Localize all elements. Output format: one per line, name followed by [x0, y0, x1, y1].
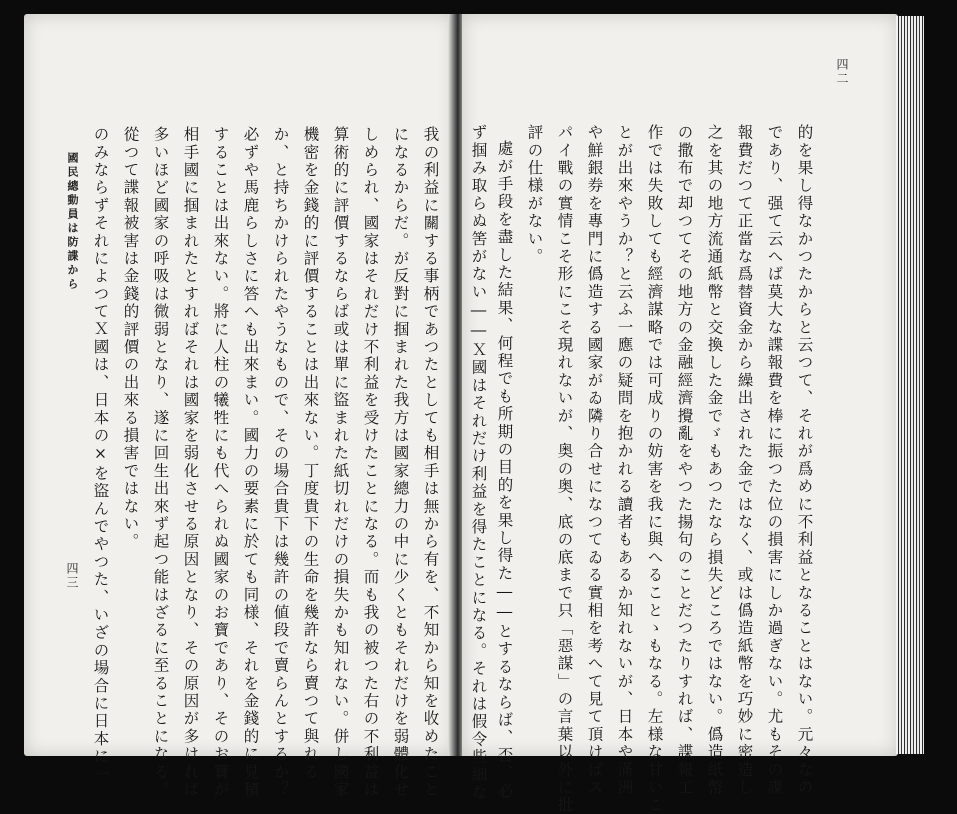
text-line: か、と持ちかけられたやうなもので、その場合貴下は幾許の値段で賣らんとするか？ [271, 126, 290, 799]
text-line: パイ戰の實情こそ形にこそ現れないが、奥の奥、底の底まで只「惡謀」の言葉以外に批 [555, 124, 574, 814]
text-line: であり、强て云へば莫大な諜報費を棒に振つた位の損害にしか過ぎない。尤もその諜 [765, 124, 784, 797]
text-line: 必ずや馬鹿らしさに答へも出來まい。國力の要素に於ても同様、それを金錢的に見積 [241, 126, 260, 799]
page-number: 四二 [835, 58, 849, 86]
text-line: になるからだ。が反對に掴まれた我方は國家總力の中に少くともそれだけを弱體化せ [391, 126, 410, 799]
page-edges [896, 16, 924, 754]
text-line: のみならずそれによつてＸ國は、日本の×を盜んでやつた、いざの場合に日本に一 [91, 126, 110, 784]
page-number: 四三 [65, 562, 79, 590]
right-page-text [462, 14, 898, 814]
text-line: することは出來ない。將に人柱の犧牲にも代へられぬ國家のお寶であり、そのお寶が [211, 126, 230, 799]
text-line: の撒布で却つてその地方の金融經濟攪亂をやつた揚句のことだつたりすれば、諜報工 [675, 124, 694, 797]
text-line: 多いほど國家の呼吸は微弱となり、遂に回生出來ず起つ能はざるに至ることになる。 [151, 126, 170, 799]
right-page [462, 14, 898, 814]
text-line: とが出來やうか？と云ふ一應の疑問を抱かれる讀者もあるか知れないが、日本や滿洲 [615, 124, 634, 797]
text-line: 相手國に掴まれたとすればそれは國家を弱化させる原因となり、その原因が多ければ [181, 126, 200, 799]
text-line: ず掴み取らぬ筈がない――Ｘ國はそれだけ利益を得たことになる。それは假令些細な [469, 124, 488, 802]
text-line: 之を其の地方流通紙幣と交換した金でゞもあつたなら損失どころではない。僞造紙幣 [705, 124, 724, 797]
left-page-text [24, 14, 454, 799]
text-line: 的を果し得なかつたからと云つて、それが爲めに不利益となることはない。元々なの [795, 124, 814, 797]
running-head: 國民總動員は防諜から [66, 152, 79, 292]
text-line: しめられ、國家はそれだけ不利益を受けたことになる。而も我の被つた右の不利益は [361, 126, 380, 799]
text-line: 算術的に評價するならば或は單に盜まれた紙切れだけの損失かも知れない。併し國家 [331, 126, 350, 799]
text-line: や鮮銀券を專門に僞造する國家がゐ隣り合せになつてゐる實相を考へて見て頂けばス [585, 124, 604, 797]
text-line: 處が手段を盡した結果、何程でも所期の目的を果し得た――とするならば、否、必 [495, 140, 514, 800]
text-line: 機密を金錢的に評價することは出來ない。丁度貴下の生命を幾許なら賣つて與れる [301, 126, 320, 781]
text-line: 報費だつて正當な爲替資金から繰出された金ではなく、或は僞造紙幣を巧妙に密造し [735, 124, 754, 797]
text-line: 評の仕様がない。 [525, 124, 544, 266]
text-line: 從つて諜報被害は金錢的評價の出來る損害ではない。 [121, 126, 140, 551]
text-line: 作では失敗しても經濟謀略では可成りの妨害を我に與へることゝもなる。左様な甘いこ [645, 124, 664, 814]
text-line: 我の利益に關する事柄であつたとしても相手は無から有を、不知から知を收めたこと [421, 126, 440, 799]
left-page [24, 14, 454, 799]
